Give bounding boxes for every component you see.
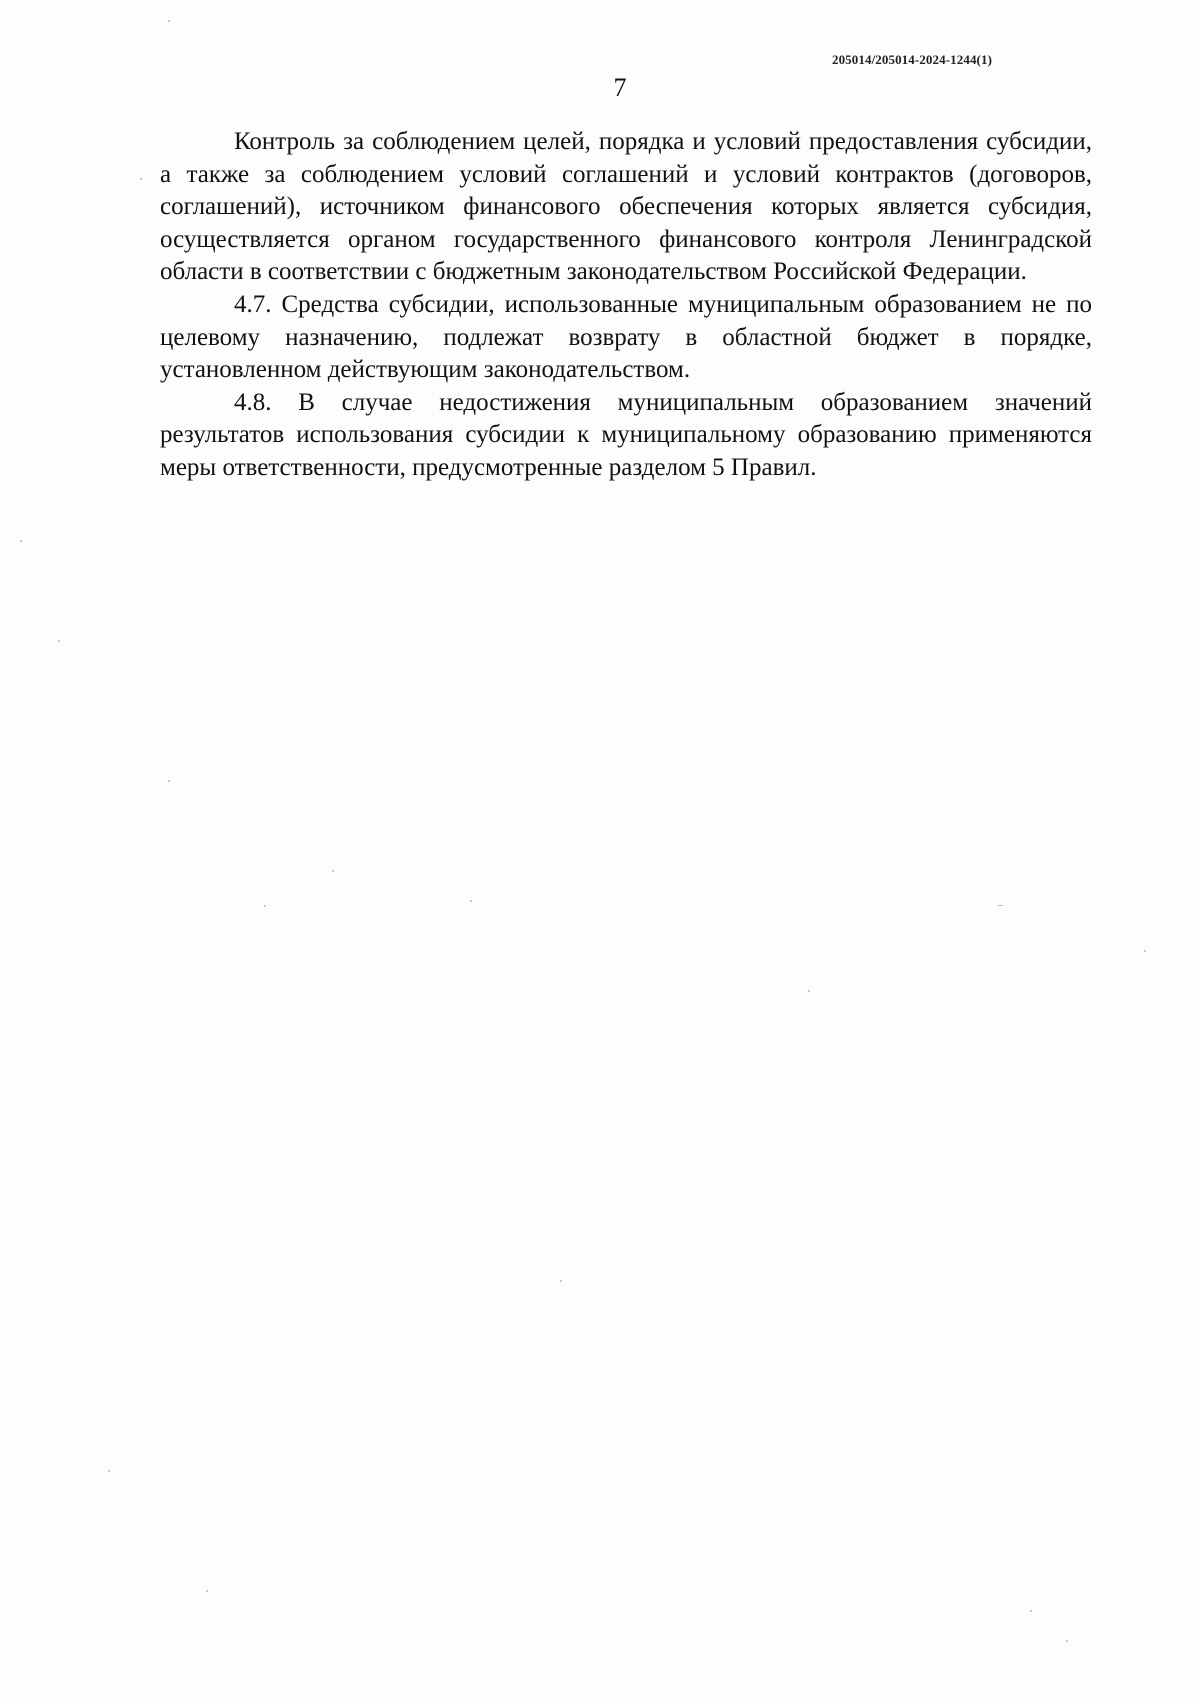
paragraph-4-7: 4.7. Средства субсидии, использованные муниципальным образованием не по целевому назначению, подлежат возврату в областной бюджет в порядке, установленном действующим законодательством.: [160, 290, 1092, 384]
page-number: 7: [613, 73, 627, 102]
document-registration-number: 205014/205014-2024-1244(1): [831, 52, 992, 67]
paragraph-control: Контроль за соблюдением целей, порядка и условий предоставления субсидии, а также за соблюдением условий соглашений и условий контрактов (договоров, соглашений), источником финансового обеспечения которых является субсидия, осуществляется органом государственного финансового контроля Ленинградской области в соответствии с бюджетным законодательством Российской Федерации.: [160, 128, 1092, 286]
paragraph-4-8: 4.8. В случае недостижения муниципальным образованием значений результатов использования субсидии к муниципальному образованию применяются меры ответственности, предусмотренные разделом 5 Правил.: [160, 388, 1092, 481]
document-body: [160, 126, 1092, 485]
